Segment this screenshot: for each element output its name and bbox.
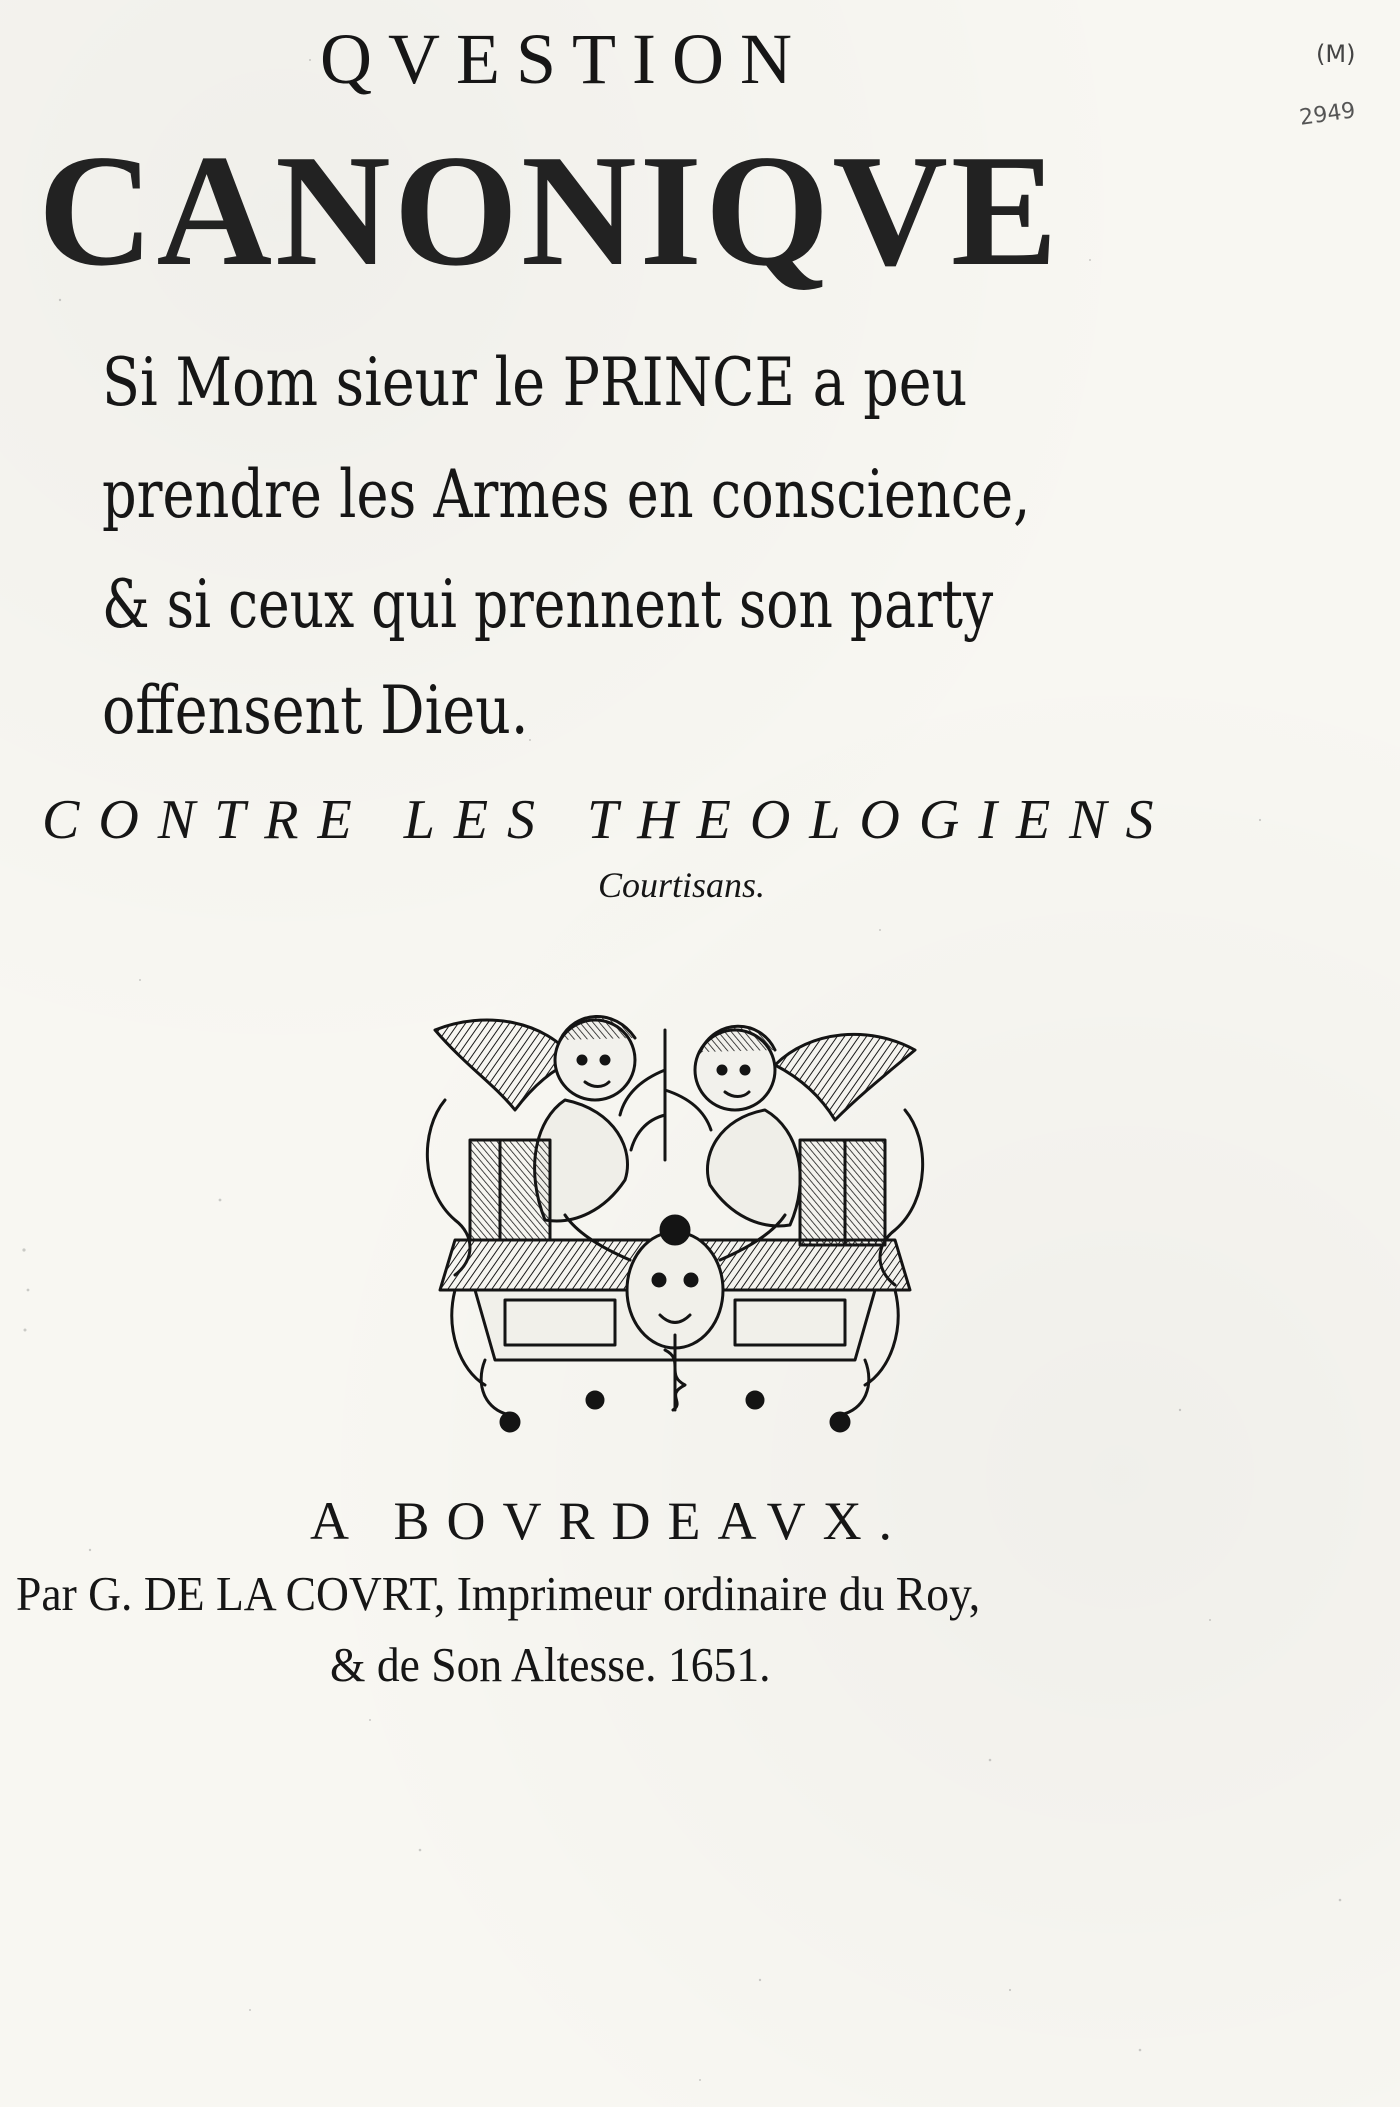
subtitle-line-1: Si Mom sieur le PRINCE a peu <box>102 344 968 421</box>
title-line-canonique: CANONIQVE <box>38 121 1061 299</box>
subtitle-line-3: & si ceux qui prennent son party <box>102 566 994 643</box>
subtitle-line-4: offensent Dieu. <box>102 672 529 749</box>
title-line-questions: QVESTION <box>320 19 808 99</box>
imprint-printer: Par G. DE LA COVRT, Imprimeur ordinaire du Roy, <box>16 1566 981 1621</box>
handwritten-library-mark: (M) <box>1316 40 1356 68</box>
printer-device-two-cherubs-icon <box>415 990 935 1440</box>
against-heading-continued: Courtisans. <box>598 865 766 905</box>
imprint-place: A BOVRDEAVX. <box>310 1491 910 1551</box>
subtitle-line-2: prendre les Armes en conscience, <box>102 456 1031 533</box>
imprint-date: & de Son Altesse. 1651. <box>330 1637 771 1692</box>
handwritten-shelf-number: 2949 <box>1298 98 1357 131</box>
against-heading: CONTRE LES THEOLOGIENS <box>42 789 1173 851</box>
